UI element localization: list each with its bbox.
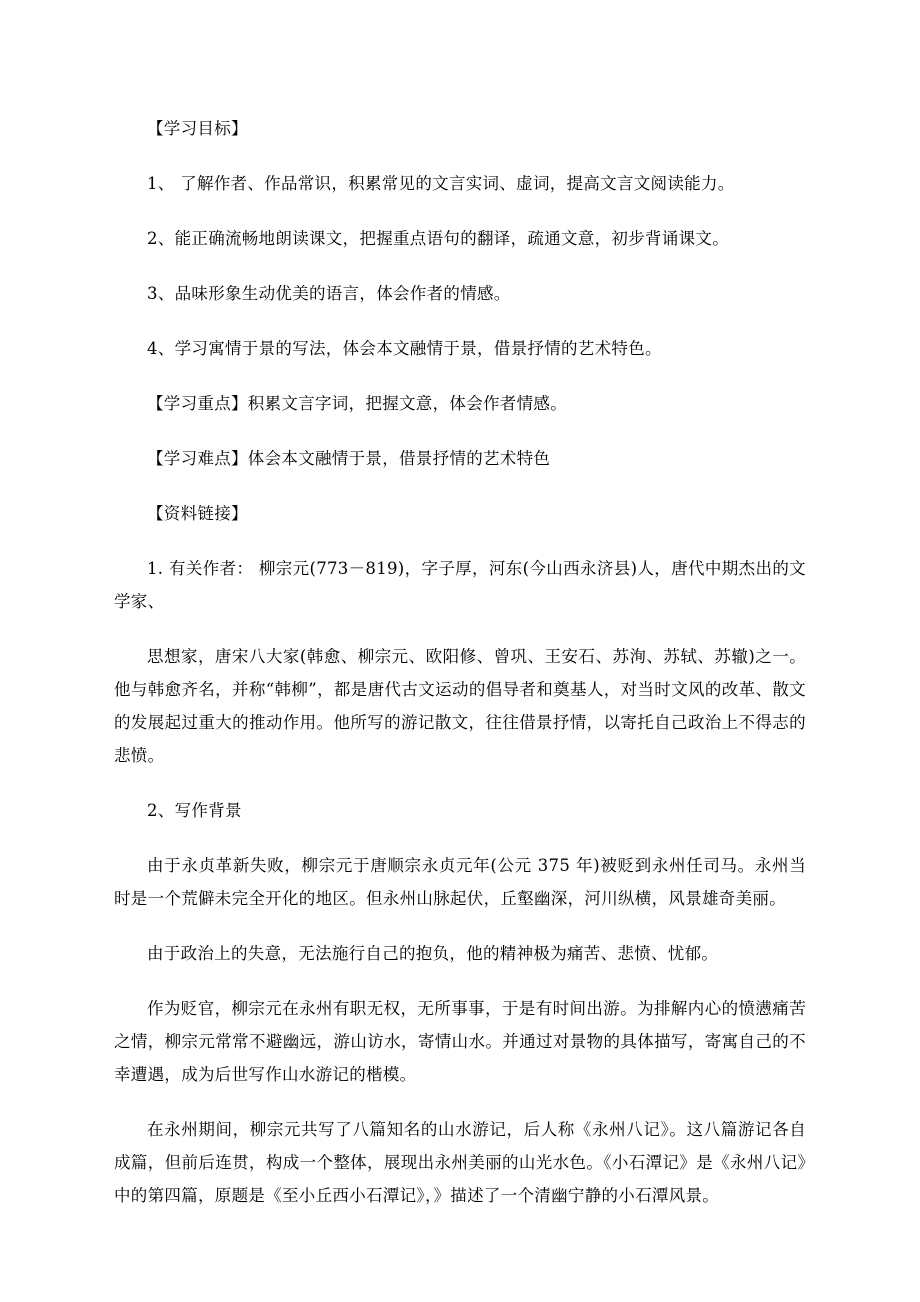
objective-item-4: 4、学习寓情于景的写法，体会本文融情于景，借景抒情的艺术特色。 (147, 339, 662, 358)
background-paragraph-2: 由于政治上的失意，无法施行自己的抱负，他的精神极为痛苦、悲愤、忧郁。 (147, 944, 719, 963)
section-heading-learning-objectives: 【学习目标】 (147, 119, 248, 138)
author-intro-paragraph-1: 1. 有关作者： 柳宗元(773－819)，字子厚，河东(今山西永济县)人，唐代中期杰出的文学家、 (114, 559, 806, 611)
objective-item-2: 2、能正确流畅地朗读课文，把握重点语句的翻译，疏通文意，初步背诵课文。 (147, 229, 729, 248)
objective-item-1: 1、 了解作者、作品常识，积累常见的文言实词、虚词，提高文言文阅读能力。 (147, 174, 735, 193)
background-paragraph-1: 由于永贞革新失败，柳宗元于唐顺宗永贞元年(公元 375 年)被贬到永州任司马。永州当时是一个荒僻未完全开化的地区。但永州山脉起伏，丘壑幽深，河川纵横，风景雄奇美丽。 (114, 856, 806, 908)
learning-key-points: 【学习重点】积累文言字词，把握文意，体会作者情感。 (147, 394, 567, 413)
section-heading-reference-links: 【资料链接】 (147, 504, 248, 523)
subheading-writing-background: 2、写作背景 (147, 801, 242, 820)
learning-difficulties: 【学习难点】体会本文融情于景，借景抒情的艺术特色 (147, 449, 551, 468)
objective-item-3: 3、品味形象生动优美的语言，体会作者的情感。 (147, 284, 511, 303)
background-paragraph-4: 在永州期间，柳宗元共写了八篇知名的山水游记，后人称《永州八记》。这八篇游记各自成篇，但前后连贯，构成一个整体，展现出永州美丽的山光水色。《小石潭记》是《永州八记》中的第四篇，原题是《至小丘西小石潭记》，》描述了一个清幽宁静的小石潭风景。 (114, 1120, 806, 1205)
background-paragraph-3: 作为贬官，柳宗元在永州有职无权，无所事事，于是有时间出游。为排解内心的愤懑痛苦之情，柳宗元常常不避幽远，游山访水，寄情山水。并通过对景物的具体描写，寄寓自己的不幸遭遇，成为后世写作山水游记的楷模。 (114, 999, 806, 1084)
author-intro-paragraph-2: 思想家，唐宋八大家(韩愈、柳宗元、欧阳修、曾巩、王安石、苏洵、苏轼、苏辙)之一。他与韩愈齐名，并称“韩柳”，都是唐代古文运动的倡导者和奠基人，对当时文风的改革、散文的发展起过重大的推动作用。他所写的游记散文，往往借景抒情，以寄托自己政治上不得志的悲愤。 (114, 647, 806, 765)
